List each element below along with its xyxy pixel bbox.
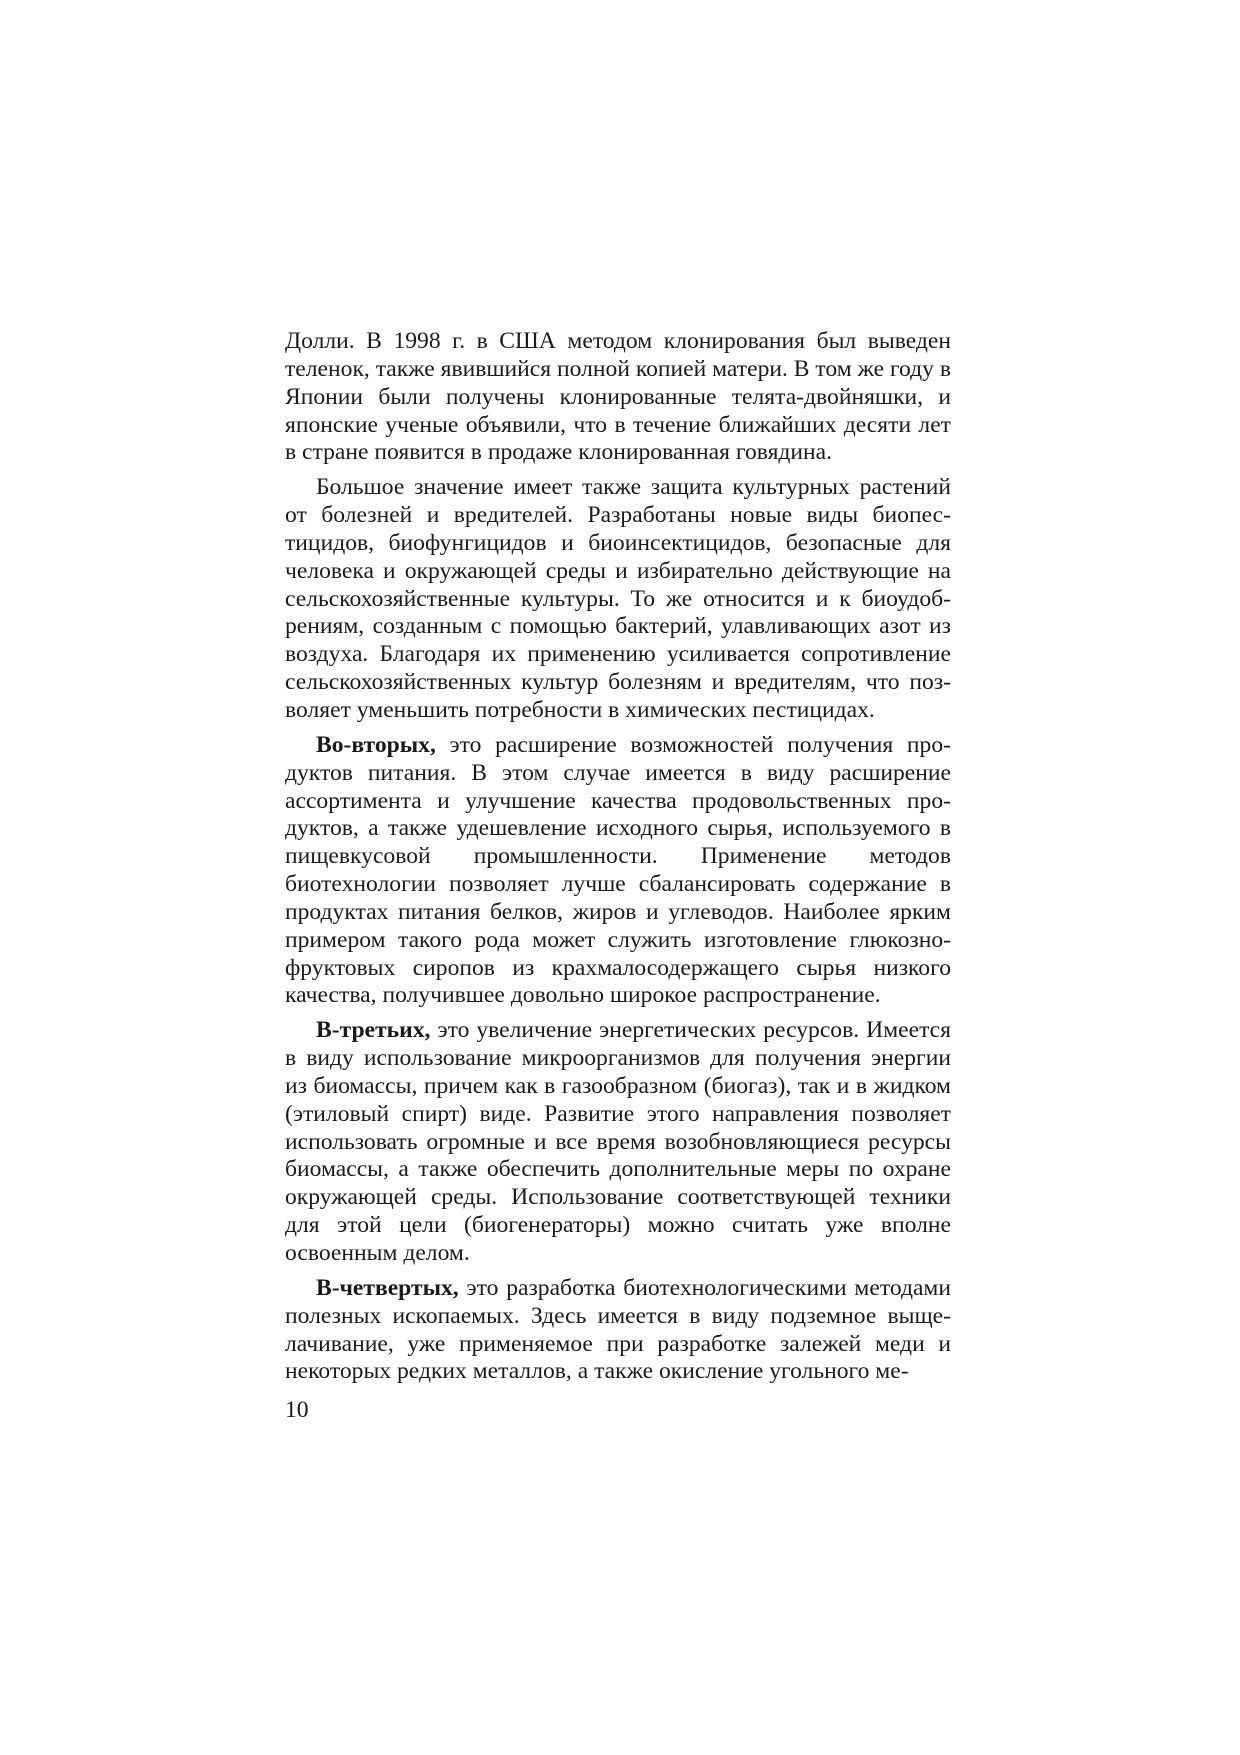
paragraph <box>285 328 951 467</box>
paragraph-text: это расширение возможностей получения продуктов питания. В этом случае имеется в виду расширение ассортимента и улучшение качества продовольственных продуктов, а также удешевление исходного сырья, используемого в пищевкусовой промышленности. Применение методов биотехнологии позволяет лучше сбалансировать содержание в продуктах питания белков, жиров и углеводов. Наиболее ярким примером такого рода может служить изготовление глюкозно-фруктовых сиропов из крахмалосодержащего сырья низкого качества, получившее довольно широкое распространение. <box>285 731 951 1009</box>
body-text <box>285 328 951 1386</box>
paragraph-text: это увеличение энергетических ресурсов. Имеется в виду использование микроорганизмов для получения энергии из биомассы, причем как в газообразном (биогаз), так и в жидком (этиловый спирт) виде. Развитие этого направления позволяет использовать огромные и все время возобновляющиеся ресурсы биомассы, а также обеспечить дополнительные меры по охране окружающей среды. Использование соответствующей техники для этой цели (биогенераторы) можно считать уже вполне освоенным делом. <box>285 1017 951 1266</box>
paragraph-text: Большое значение имеет также защита культурных растений от болезней и вредителей. Разработаны новые виды биопестицидов, биофунгицидов и биоинсектицидов, безопасные для человека и окружающей среды и избирательно действующие на сельскохозяйственные культуры. То же относится и к биоудобрениям, созданным с помощью бактерий, улавливающих азот из воздуха. Благодаря их применению усиливается сопротивление сельскохозяйственных культур болезням и вредителям, что позволяет уменьшить потребности в химических пестицидах. <box>285 474 951 723</box>
paragraph-lead: Во-вторых, <box>316 731 436 758</box>
paragraph-lead: В-четвертых, <box>316 1274 459 1301</box>
paragraph <box>285 474 951 725</box>
paragraph <box>285 732 951 1010</box>
page-number: 10 <box>285 1397 309 1423</box>
paragraph-text: Долли. В 1998 г. в США методом клонирования был выведен теленок, также явившийся полной копией матери. В том же году в Японии были получены клонированные телята-двойняшки, и японские ученые объявили, что в течение ближайших десяти лет в стране появится в продаже клонированная говядина. <box>285 328 952 466</box>
paragraph-text: это разработка биотехнологическими методами полезных ископаемых. Здесь имеется в виду подземное выщелачивание, уже применяемое при разработке залежей меди и некоторых редких металлов, а также окисление угольного ме- <box>285 1274 951 1385</box>
paragraph <box>285 1275 951 1386</box>
paragraph <box>285 1017 951 1268</box>
paragraph-lead: В-третьих, <box>316 1017 431 1044</box>
